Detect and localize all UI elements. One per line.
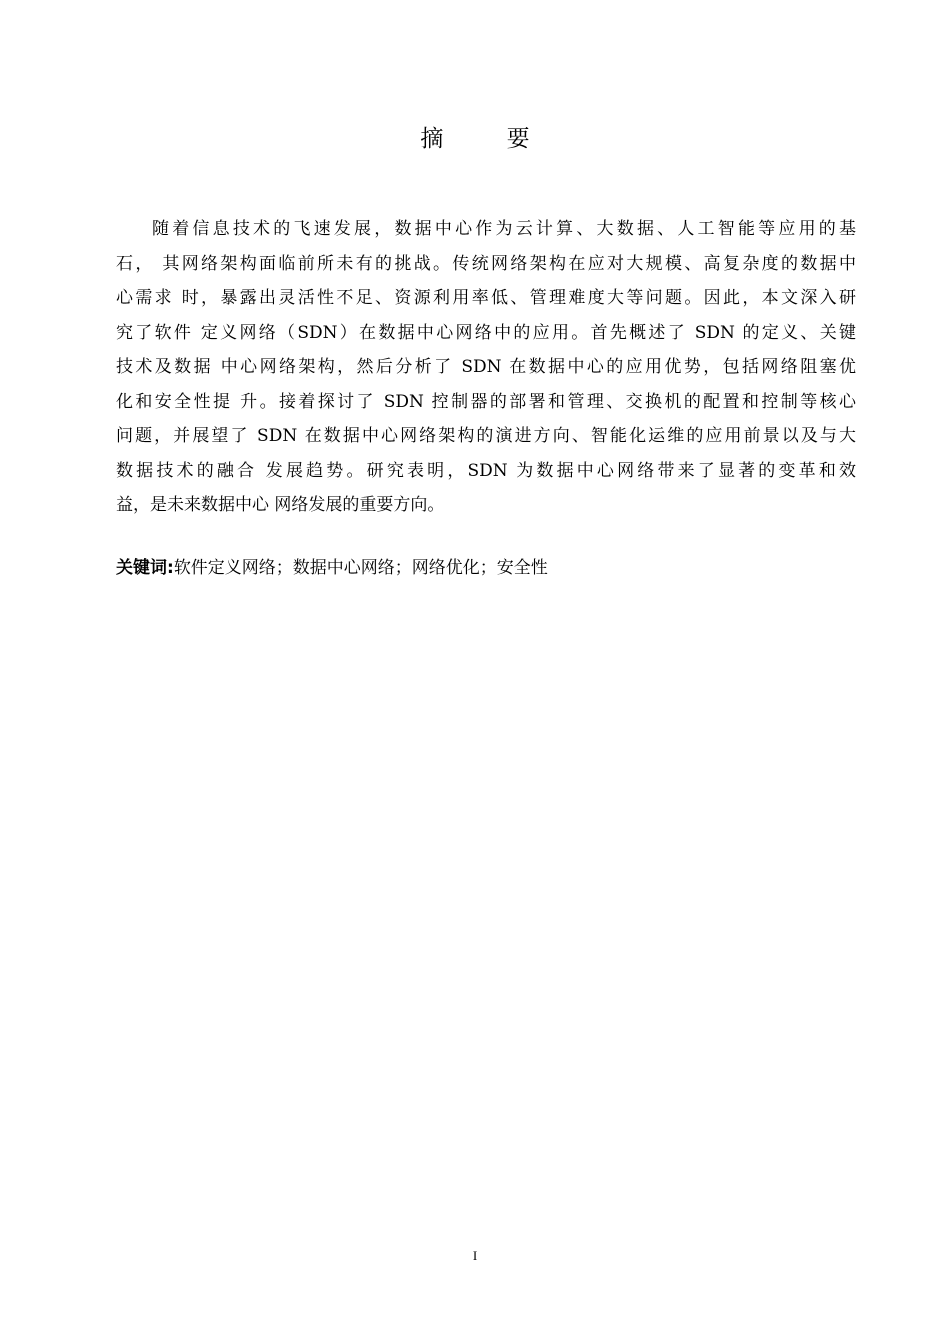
abstract-line: 石， 其网络架构面临前所未有的挑战。传统网络架构在应对大规模、高复杂度的数据中 xyxy=(116,253,856,274)
abstract-line: 问题，并展望了 SDN 在数据中心网络架构的演进方向、智能化运维的应用前景以及与大 xyxy=(116,426,856,446)
abstract-line: 究了软件 定义网络（SDN）在数据中心网络中的应用。首先概述了 SDN 的定义、关键 xyxy=(116,322,856,343)
keywords-line xyxy=(116,553,548,583)
page-number: I xyxy=(472,1248,478,1263)
keywords-value: 软件定义网络；数据中心网络；网络优化；安全性 xyxy=(173,558,548,578)
abstract-body xyxy=(116,212,856,523)
abstract-line: 数据技术的融合 发展趋势。研究表明，SDN 为数据中心网络带来了显著的变革和效 xyxy=(116,460,856,481)
abstract-line: 化和安全性提 升。接着探讨了 SDN 控制器的部署和管理、交换机的配置和控制等核心 xyxy=(116,391,856,412)
abstract-line: 益，是未来数据中心 网络发展的重要方向。 xyxy=(116,495,445,515)
keywords-label: 关键词: xyxy=(116,558,174,578)
abstract-line: 心需求 时，暴露出灵活性不足、资源利用率低、管理难度大等问题。因此，本文深入研 xyxy=(116,288,856,308)
abstract-line: 技术及数据 中心网络架构，然后分析了 SDN 在数据中心的应用优势，包括网络阻塞优 xyxy=(116,357,856,377)
abstract-line: 随着信息技术的飞速发展，数据中心作为云计算、大数据、人工智能等应用的基 xyxy=(152,219,856,239)
page-title: 摘 要 xyxy=(420,126,558,152)
